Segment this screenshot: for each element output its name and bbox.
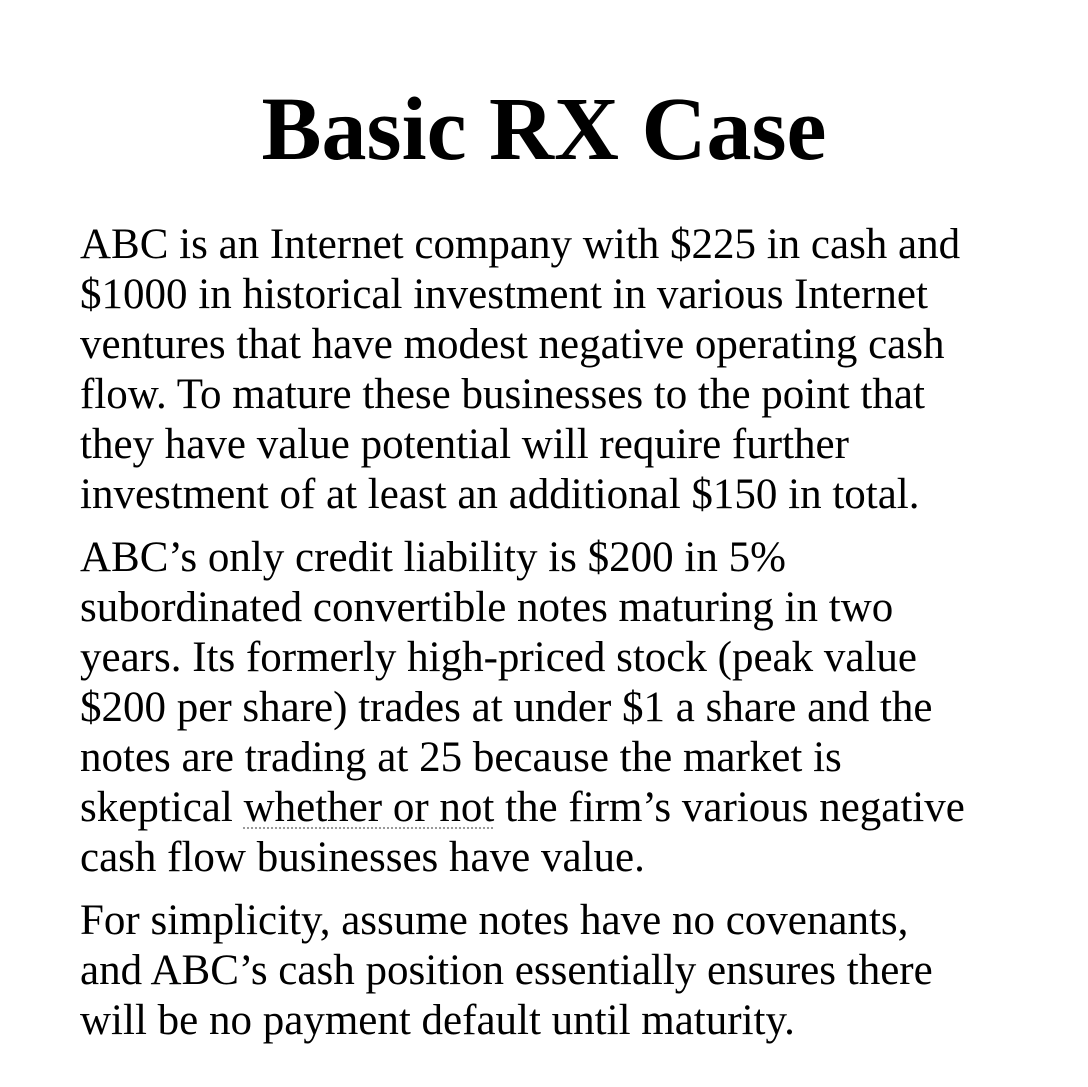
grammar-flagged-text: whether or not bbox=[243, 784, 495, 831]
text-line: subordinated convertible notes maturing in two bbox=[80, 584, 894, 631]
text-line: flow. To mature these businesses to the point that bbox=[80, 371, 925, 418]
text-line: cash flow businesses have value. bbox=[80, 834, 645, 881]
slide-body bbox=[80, 220, 1020, 1059]
text-line: ABC’s only credit liability is $200 in 5% bbox=[80, 534, 786, 581]
text-segment: the firm’s various negative bbox=[494, 784, 965, 831]
text-line: For simplicity, assume notes have no covenants, bbox=[80, 897, 909, 944]
text-line: notes are trading at 25 because the market is bbox=[80, 734, 842, 781]
paragraph-credit-liability bbox=[80, 533, 1020, 883]
text-line: investment of at least an additional $150 in total. bbox=[80, 471, 920, 518]
paragraph-assumptions bbox=[80, 896, 1020, 1046]
text-line: they have value potential will require further bbox=[80, 421, 849, 468]
text-line bbox=[80, 783, 1020, 833]
text-line: will be no payment default until maturity. bbox=[80, 997, 795, 1044]
text-line: ventures that have modest negative operating cash bbox=[80, 321, 945, 368]
text-line: years. Its formerly high-priced stock (peak value bbox=[80, 634, 917, 681]
text-line: $200 per share) trades at under $1 a share and the bbox=[80, 684, 933, 731]
text-line: $1000 in historical investment in various Internet bbox=[80, 271, 928, 318]
paragraph-company-overview bbox=[80, 220, 1020, 520]
text-segment: skeptical bbox=[80, 784, 244, 831]
slide-title: Basic RX Case bbox=[261, 80, 827, 179]
text-line: and ABC’s cash position essentially ensures there bbox=[80, 947, 933, 994]
text-line: ABC is an Internet company with $225 in cash and bbox=[80, 221, 961, 268]
